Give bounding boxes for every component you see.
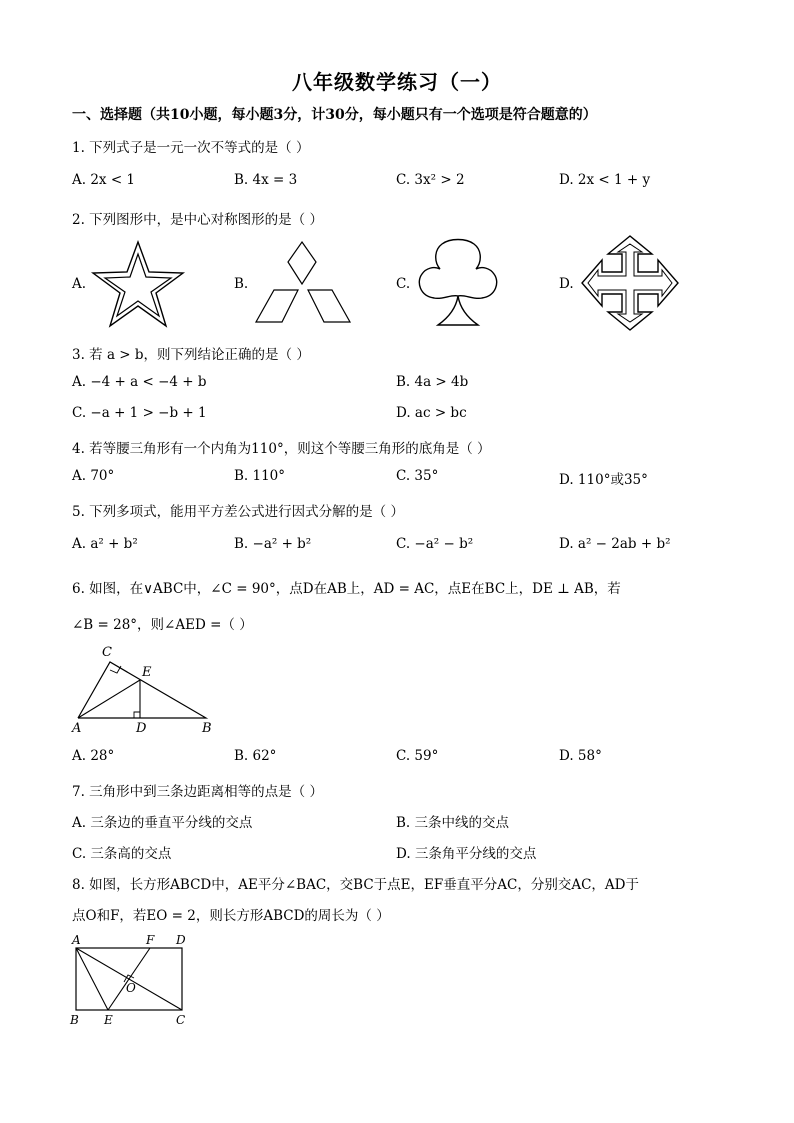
figure-label-c: C: [102, 645, 112, 660]
question-4-option-d: D. 110°或35°: [559, 472, 648, 488]
figure-label-d: D: [176, 933, 186, 947]
question-7-option-b: B. 三条中线的交点: [396, 815, 510, 831]
question-4-option-a: A. 70°: [72, 468, 115, 484]
question-6-stem-line1: 6. 如图，在∨ABC中，∠C = 90°，点D在AB上，AD = AC，点E在BC上，DE ⊥ AB，若: [72, 581, 621, 597]
question-5-option-b: B. −a² + b²: [234, 536, 312, 552]
question-2-option-c: C.: [396, 276, 411, 292]
question-6-option-b: B. 62°: [234, 748, 277, 764]
figure-label-d: D: [136, 721, 147, 734]
four-way-arrow-icon: [580, 234, 680, 332]
question-5-stem: 5. 下列多项式，能用平方差公式进行因式分解的是（ ）: [72, 504, 404, 520]
question-1-option-b: B. 4x = 3: [234, 172, 298, 188]
question-6-option-d: D. 58°: [559, 748, 602, 764]
question-8-stem-line1: 8. 如图，长方形ABCD中，AE平分∠BAC，交BC于点E，EF垂直平分AC，分别交AC，AD于: [72, 877, 639, 893]
question-5-option-d: D. a² − 2ab + b²: [559, 536, 671, 552]
question-3-option-a: A. −4 + a < −4 + b: [72, 374, 207, 390]
figure-label-c: C: [176, 1013, 186, 1027]
question-8-stem-line2: 点O和F，若EO = 2，则长方形ABCD的周长为（ ）: [72, 908, 390, 924]
question-4-option-b: B. 110°: [234, 468, 286, 484]
question-1-stem: 1. 下列式子是一元一次不等式的是（ ）: [72, 140, 310, 156]
question-3-stem: 3. 若 a > b，则下列结论正确的是（ ）: [72, 347, 310, 363]
figure-label-e: E: [142, 665, 152, 680]
question-6-option-c: C. 59°: [396, 748, 439, 764]
question-2-stem: 2. 下列图形中，是中心对称图形的是（ ）: [72, 212, 323, 228]
question-3-option-d: D. ac > bc: [396, 405, 467, 421]
question-7-option-a: A. 三条边的垂直平分线的交点: [72, 815, 253, 831]
question-4-stem: 4. 若等腰三角形有一个内角为110°，则这个等腰三角形的底角是（ ）: [72, 441, 491, 457]
figure-label-b: B: [70, 1013, 79, 1027]
question-5-option-c: C. −a² − b²: [396, 536, 474, 552]
rectangle-figure-q8: [68, 930, 194, 1030]
question-1-option-a: A. 2x < 1: [72, 172, 136, 188]
figure-label-a: A: [72, 721, 82, 734]
section-heading: 一、选择题（共10小题，每小题3分，计30分，每小题只有一个选项是符合题意的）: [72, 107, 597, 123]
page-title: 八年级数学练习（一）: [292, 70, 502, 94]
question-6-stem-line2: ∠B = 28°，则∠AED =（ ）: [72, 617, 253, 633]
question-2-option-d: D.: [559, 276, 574, 292]
question-1-option-d: D. 2x < 1 + y: [559, 172, 651, 188]
figure-label-f: F: [146, 933, 155, 947]
figure-label-o: O: [126, 981, 136, 995]
question-3-option-c: C. −a + 1 > −b + 1: [72, 405, 207, 421]
question-5-option-a: A. a² + b²: [72, 536, 138, 552]
question-1-option-c: C. 3x² > 2: [396, 172, 465, 188]
question-3-option-b: B. 4a > 4b: [396, 374, 469, 390]
question-2-option-b: B.: [234, 276, 249, 292]
star-outline-icon: [90, 240, 186, 328]
three-rhombus-icon: [254, 240, 352, 326]
triangle-figure-q6: [70, 642, 220, 734]
figure-label-b: B: [202, 721, 212, 734]
club-icon: [412, 238, 504, 328]
figure-label-e: E: [104, 1013, 113, 1027]
question-7-option-c: C. 三条高的交点: [72, 846, 172, 862]
question-2-option-a: A.: [72, 276, 87, 292]
question-7-stem: 7. 三角形中到三条边距离相等的点是（ ）: [72, 784, 323, 800]
question-4-option-c: C. 35°: [396, 468, 439, 484]
question-6-option-a: A. 28°: [72, 748, 115, 764]
question-7-option-d: D. 三条角平分线的交点: [396, 846, 537, 862]
figure-label-a: A: [72, 933, 81, 947]
